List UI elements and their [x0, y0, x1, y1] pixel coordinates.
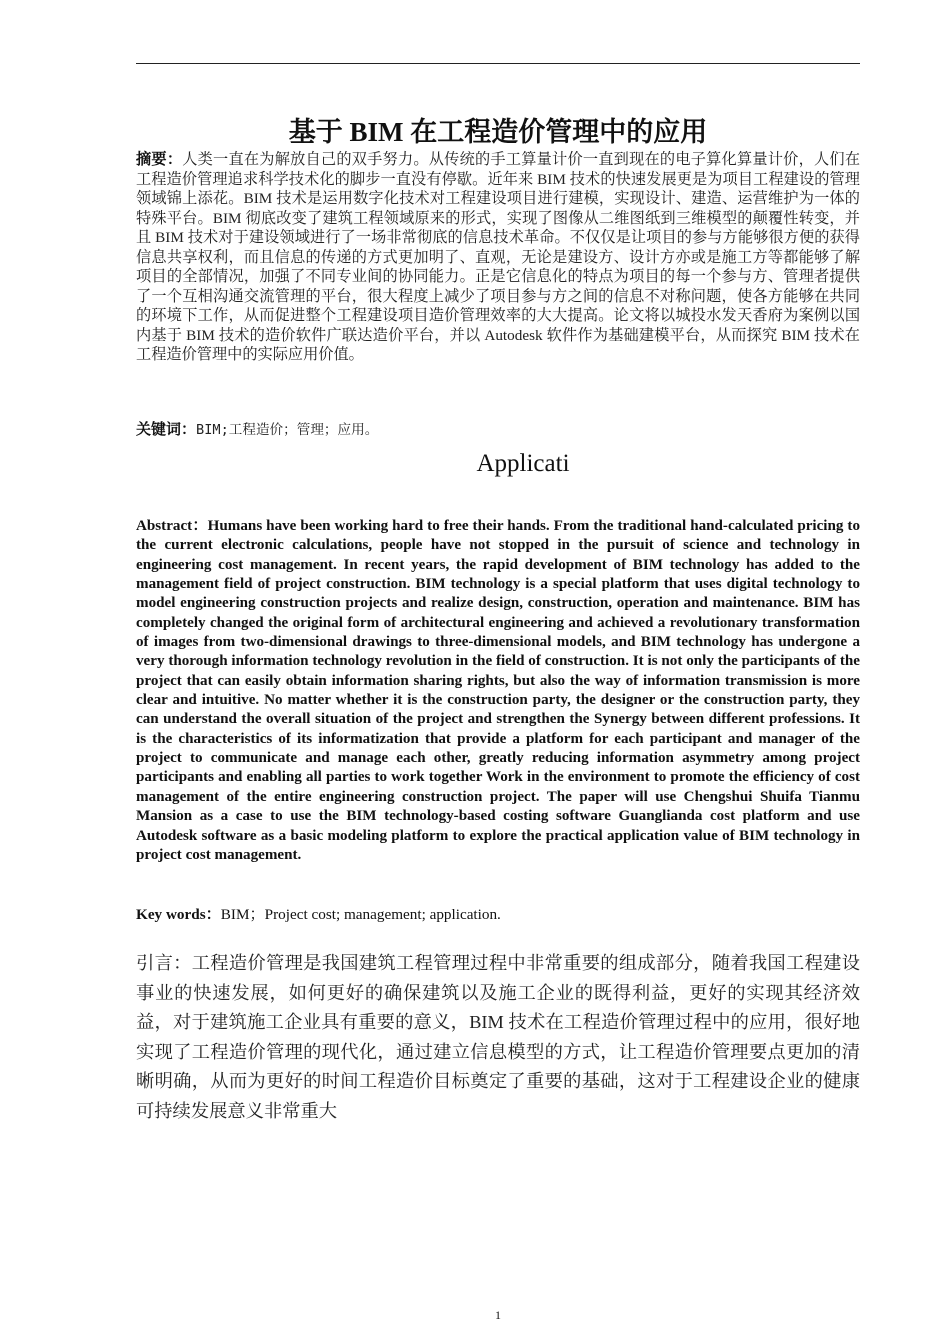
english-abstract-text: Humans have been working hard to free their hands. From the traditional hand-calculated pricing to the current electronic calculations, people have not stopped in the pursuit of science and technology in engineering cost management. In recent years, the rapid development of BIM technology has added to the management field of project construction. BIM technology is a special platform that uses digital technology to model engineering construction projects and realize design, construction, operation and maintenance. BIM has completely changed the original form of architectural engineering and achieved a revolutionary transformation of images from two-dimensional drawings to three-dimensional models, and BIM technology has undergone a very thorough information technology revolution in the field of construction. It is not only the participants of the project that can easily obtain information sharing rights, but also the way of information transmission is more clear and intuitive. No matter whether it is the construction party, the designer or the construction party, they can understand the overall situation of the project and strengthen the Synergy between different professions. It is the characteristics of its informatization that provide a platform for each participant and manager of the project to communicate and manage each other, greatly reducing information asymmetry among project participants and enabling all parties to work together Work in the environment to promote the efficiency of cost management of the entire engineering construction project. The paper will use Chengshui Shuifa Tianmu Mansion as a case to use the BIM technology-based costing software Guanglianda cost platform and use Autodesk software as a basic modeling platform to explore the practical application value of BIM technology in project cost management.: [136, 518, 860, 863]
chinese-abstract-text: 人类一直在为解放自己的双手努力。从传统的手工算量计价一直到现在的电子算化算量计价，人们在工程造价管理追求科学技术化的脚步一直没有停歇。近年来 BIM 技术的快速发展更是为项目工程建设的管理领域锦上添花。BIM 技术是运用数字化技术对工程建设项目进行建模，实现设计、建造、运营维护为一体的特殊平台。BIM 彻底改变了建筑工程领域原来的形式，实现了图像从二维图纸到三维模型的颠覆性转变，并且 BIM 技术对于建设领域进行了一场非常彻底的信息技术革命。不仅仅是让项目的参与方能够很方便的获得信息共享权利，而且信息的传递的方式更加明了、直观，无论是建设方、设计方亦或是施工方等都能够了解项目的全部情况，加强了不同专业间的协同能力。正是它信息化的特点为项目的每一个参与方、管理者提供了一个互相沟通交流管理的平台，很大程度上减少了项目参与方之间的信息不对称问题，使各方能够在共同的环境下工作，从而促进整个工程建设项目造价管理效率的大大提高。论文将以城投水发天香府为案例以国内基于 BIM 技术的造价软件广联达造价平台，并以 Autodesk 软件作为基础建模平台，从而探究 BIM 技术在工程造价管理中的实际应用价值。: [136, 151, 861, 363]
introduction-text: 工程造价管理是我国建筑工程管理过程中非常重要的组成部分，随着我国工程建设事业的快速发展，如何更好的确保建筑以及施工企业的既得利益，更好的实现其经济效益，对于建筑施工企业具有重要的意义，BIM 技术在工程造价管理过程中的应用，很好地实现了工程造价管理的现代化，通过建立信息模型的方式，让工程造价管理要点更加的清晰明确，从而为更好的时间工程造价目标奠定了重要的基础，这对于工程建设企业的健康可持续发展意义非常重大: [136, 953, 861, 1121]
introduction: [136, 949, 860, 1127]
english-title: Applicati: [476, 450, 570, 477]
page-number: 1: [495, 1308, 501, 1322]
english-abstract-label: Abstract：: [136, 518, 208, 534]
chinese-keywords: [136, 421, 860, 440]
english-keywords: [136, 905, 860, 924]
paper-title: 基于 BIM 在工程造价管理中的应用: [288, 117, 708, 147]
chinese-abstract: [136, 150, 860, 365]
chinese-keywords-label: 关键词：: [136, 422, 197, 438]
introduction-label: 引言：: [136, 953, 192, 973]
header-rule: [136, 63, 860, 64]
chinese-keywords-text: BIM;工程造价；管理；应用。: [196, 422, 379, 438]
english-keywords-text: BIM；Project cost; management; application.: [220, 906, 501, 923]
english-abstract: [136, 517, 860, 865]
chinese-abstract-label: 摘要：: [136, 151, 183, 168]
english-keywords-label: Key words：: [136, 906, 221, 923]
